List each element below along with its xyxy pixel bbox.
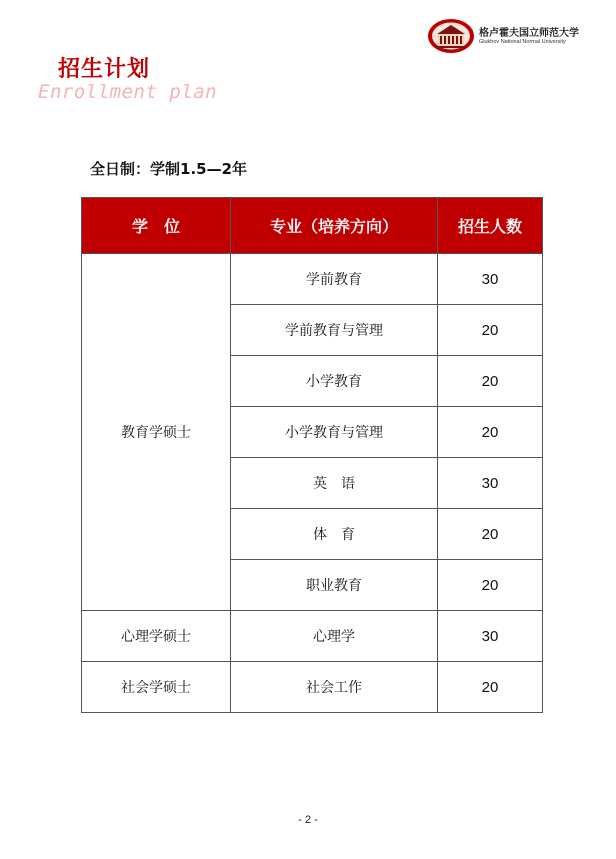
major-cell: 体 育	[231, 509, 438, 560]
count-cell: 20	[438, 356, 543, 407]
count-cell: 20	[438, 560, 543, 611]
header-degree: 学 位	[82, 198, 231, 254]
program-duration: 全日制：学制1.5—2年	[90, 160, 248, 178]
major-cell: 心理学	[231, 611, 438, 662]
major-cell: 学前教育	[231, 254, 438, 305]
count-cell: 30	[438, 254, 543, 305]
university-building-icon	[427, 18, 475, 54]
major-cell: 职业教育	[231, 560, 438, 611]
count-cell: 20	[438, 509, 543, 560]
table-header-row	[82, 198, 543, 254]
degree-cell: 心理学硕士	[82, 611, 231, 662]
degree-cell: 教育学硕士	[82, 254, 231, 611]
degree-cell: 社会学硕士	[82, 662, 231, 713]
page-title-english: Enrollment plan	[38, 81, 218, 103]
major-cell: 英 语	[231, 458, 438, 509]
count-cell: 20	[438, 305, 543, 356]
major-cell: 学前教育与管理	[231, 305, 438, 356]
header-major: 专业（培养方向）	[231, 198, 438, 254]
enrollment-table	[81, 197, 543, 713]
count-cell: 20	[438, 662, 543, 713]
major-cell: 社会工作	[231, 662, 438, 713]
count-cell: 20	[438, 407, 543, 458]
header-count: 招生人数	[438, 198, 543, 254]
table-row	[82, 254, 543, 305]
university-logo	[427, 18, 605, 54]
major-cell: 小学教育与管理	[231, 407, 438, 458]
count-cell: 30	[438, 611, 543, 662]
table-row	[82, 662, 543, 713]
count-cell: 30	[438, 458, 543, 509]
major-cell: 小学教育	[231, 356, 438, 407]
logo-name-chinese: 格卢霍夫国立师范大学	[479, 28, 579, 39]
page-title: 招生计划	[58, 57, 151, 82]
page-number: - 2 -	[298, 814, 318, 826]
table-row	[82, 611, 543, 662]
logo-name-english: Glukhov National Normal University	[479, 39, 566, 45]
